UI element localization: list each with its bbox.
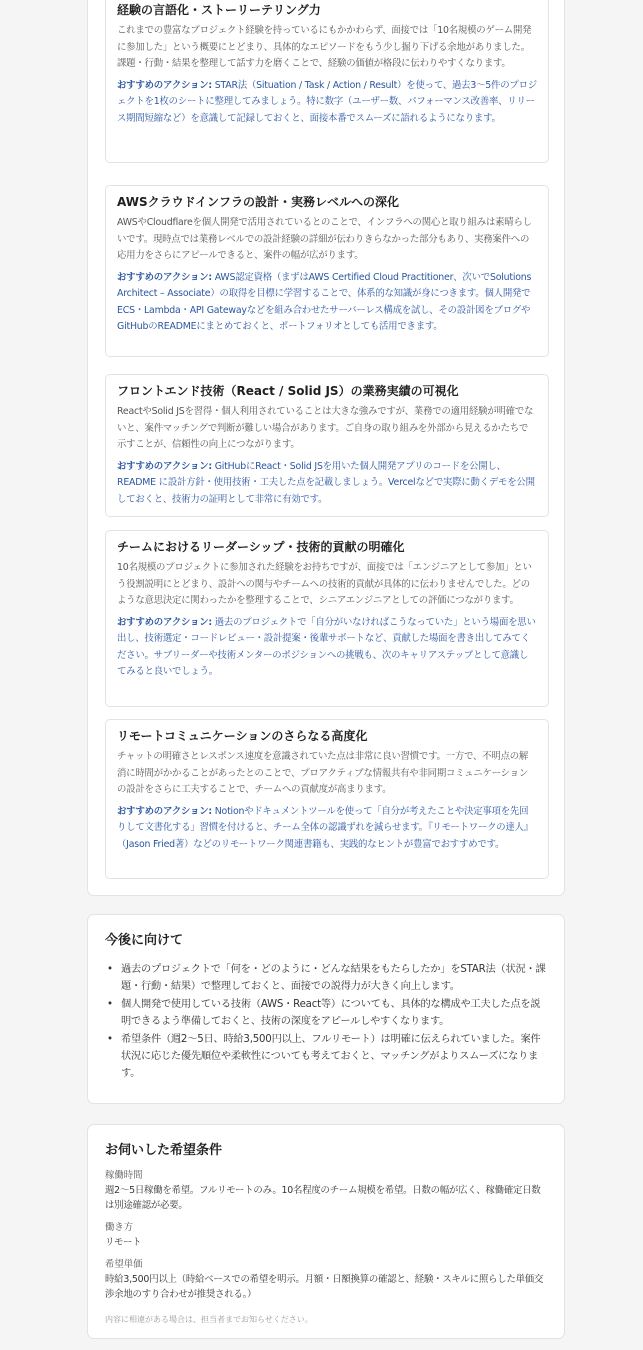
feedback-item-action [117,615,537,681]
action-label: おすすめのアクション: [117,805,212,817]
feedback-item-title: 経験の言語化・ストーリーテリング力 [117,3,321,17]
feedback-item-action [117,270,537,336]
bullet-icon: • [107,999,113,1010]
action-text: STAR法（Situation / Task / Action / Result）を使って、過去3〜5件のプロジェクトを1枚のシートに整理してみましょう。特に数字（ユーザー数、パフォーマンス改善率、リリース期間短縮など）を意識して記録しておくと、面接本番でスムーズに語れるようになります。 [117,79,537,124]
feedback-item-storytelling [105,0,549,163]
condition-value: リモート [105,1237,142,1248]
condition-value: 時給3,500円以上（時給ベースでの希望を明示。月額・日額換算の確認と、経験・スキルに照らした単価交渉余地のすり合わせが推奨される。） [105,1274,544,1300]
future-list [105,961,547,1082]
condition-value: 週2〜5日稼働を希望。フルリモートのみ。10名程度のチーム規模を希望。日数の幅が広く、稼働確定日数は別途確認が必要。 [105,1185,541,1211]
action-text: AWS認定資格（まずはAWS Certified Cloud Practitioner、次いでSolutions Architect – Associate）の取得を目標に学習することで、体系的な知識が身につきます。個人開発でECS・Lambda・API Gatewayなどを組み合わせたサーバーレス構成を試し、その設計図をブログやGitHubのREADMEにまとめておくと、ポートフォリオとしても活用できます。 [117,271,532,332]
bullet-icon: • [107,1034,113,1045]
feedback-item-title: チームにおけるリーダーシップ・技術的貢献の明確化 [117,540,405,554]
feedback-item-body: 10名規模のプロジェクトに参加された経験をお持ちですが、面接では「エンジニアとして参加」という役割説明にとどまり、設計への関与やチームへの技術的貢献が具体的に伝わりませんでした。どのような意思決定に関わったかを整理することで、シニアエンジニアとしての評価につながります。 [117,562,532,606]
future-list-item [105,996,547,1030]
action-label: おすすめのアクション: [117,79,212,91]
action-label: おすすめのアクション: [117,616,212,628]
feedback-item-action [117,804,537,854]
condition-working-hours [105,1169,547,1213]
feedback-item-body: チャットの明確さとレスポンス速度を意識されていた点は非常に良い習慣です。一方で、不明点の解消に時間がかかることがあったとのことで、プロアクティブな情報共有や非同期コミュニケーションの設計をさらに工夫することで、チームへの貢献度が高まります。 [117,751,529,795]
action-label: おすすめのアクション: [117,271,212,283]
future-list-item [105,1031,547,1082]
condition-desired-rate [105,1258,547,1302]
action-label: おすすめのアクション: [117,460,212,472]
action-text: GitHubにReact・Solid JSを用いた個人開発アプリのコードを公開し、README に設計方針・使用技術・工夫した点を記載しましょう。Vercelなどで実際に動くデモを公開しておくと、技術力の証明として非常に有効です。 [117,460,535,505]
conditions-title: お伺いした希望条件 [105,1143,223,1158]
feedback-item-title: AWSクラウドインフラの設計・実務レベルへの深化 [117,195,400,209]
action-text: Notionやドキュメントツールを使って「自分が考えたことや決定事項を先回りして文書化する」習慣を付けると、チーム全体の認識ずれを減らせます。『リモートワークの達人』（Jason Fried著）などのリモートワーク関連書籍も、実践的なヒントが豊富でおすすめです。 [117,805,533,850]
bullet-icon: • [107,964,113,975]
feedback-item-title: リモートコミュニケーションのさらなる高度化 [117,729,368,743]
condition-work-style [105,1221,547,1250]
feedback-item-body: ReactやSolid JSを習得・個人利用されていることは大きな強みですが、業務での適用経験が明確でないと、案件マッチングで判断が難しい場合があります。ご自身の取り組みを外部から見えるかたちで示すことが、信頼性の向上につながります。 [117,406,534,450]
feedback-item-body: AWSやCloudflareを個人開発で活用されているとのことで、インフラへの関心と取り組みは素晴らしいです。現時点では業務レベルでの設計経験の詳細が伝わりきらなかった部分もあり、実務案件への応用力をさらにアピールできると、案件の幅が広がります。 [117,217,532,261]
feedback-item-action [117,78,537,128]
action-text: 過去のプロジェクトで「自分がいなければこうなっていた」という場面を思い出し、技術選定・コードレビュー・設計提案・後輩サポートなど、貢献した場面を書き出してみてください。サブリーダーや技術メンターのポジションへの挑戦も、次のキャリアステップとして意識してみると良いでしょう。 [117,616,536,677]
future-list-item [105,961,547,995]
future-item-text: 過去のプロジェクトで「何を・どのように・どんな結果をもたらしたか」をSTAR法（状況・課題・行動・結果）で整理しておくと、面接での説得力が大きく向上します。 [121,964,546,992]
feedback-item-action [117,459,537,509]
feedback-item-title: フロントエンド技術（React / Solid JS）の業務実績の可視化 [117,384,459,398]
feedback-item-aws [105,185,549,357]
feedback-item-body: これまでの豊富なプロジェクト経験を持っているにもかかわらず、面接では「10名規模のゲーム開発に参加した」という概要にとどまり、具体的なエピソードをもう少し掘り下げる余地がありました。課題・行動・結果を整理して話す力を磨くことで、経験の価値が格段に伝わりやすくなります。 [117,25,532,69]
conditions-card [87,1124,565,1339]
feedback-item-leadership [105,530,549,707]
condition-label: 稼働時間 [105,1170,143,1181]
condition-label: 働き方 [105,1222,134,1233]
future-item-text: 個人開発で使用している技術（AWS・React等）についても、具体的な構成や工夫した点を説明できるよう準備しておくと、技術の深度をアピールしやすくなります。 [121,999,541,1027]
condition-label: 希望単価 [105,1259,143,1270]
feedback-card [87,0,565,896]
feedback-item-remote-communication [105,719,549,879]
conditions-footnote: 内容に相違がある場合は、担当者までお知らせください。 [105,1315,313,1324]
future-item-text: 希望条件（週2〜5日、時給3,500円以上、フルリモート）は明確に伝えられていました。案件状況に応じた優先順位や柔軟性についても考えておくと、マッチングがよりスムーズになります。 [121,1034,541,1079]
future-title: 今後に向けて [105,933,184,948]
feedback-item-frontend [105,374,549,517]
future-card [87,914,565,1104]
